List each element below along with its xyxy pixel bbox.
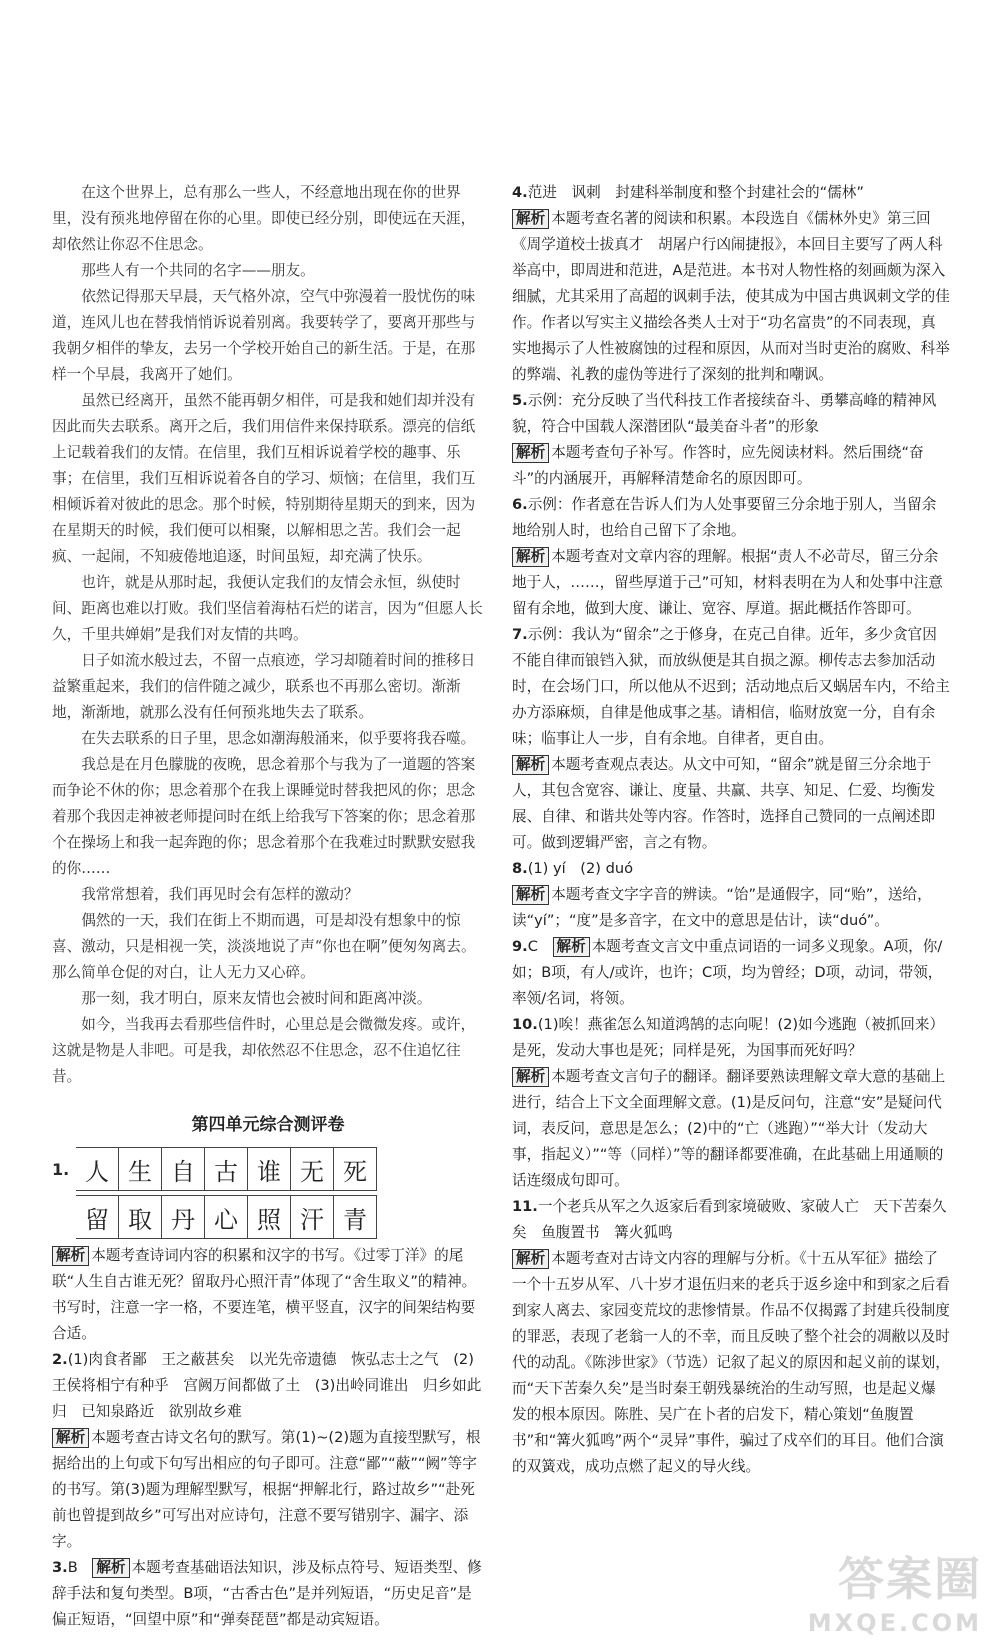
- answer-item: 11.一个老兵从军之久返家后看到家境破败、家破人亡 天下苦秦久矣 鱼腹置书 篝火狐鸣: [512, 1198, 947, 1241]
- analysis-tag: 解析: [512, 755, 549, 775]
- watermark-url: MXQE.COM: [807, 1609, 982, 1637]
- q1-grid: [52, 1147, 484, 1239]
- grid-cell: 留: [76, 1195, 119, 1239]
- answer-item: 2.(1)肉食者鄙 王之蔽甚矣 以光先帝遗德 恢弘志士之气 (2)王侯将相宁有种乎 宫阙万间都做了土 (3)出岭同谁出 归乡如此归 已知泉路近 欲别故乡难: [52, 1351, 482, 1420]
- analysis-tag: 解析: [553, 937, 590, 957]
- analysis-tag: 解析: [512, 1067, 549, 1087]
- grid-cell: 谁: [248, 1147, 291, 1191]
- essay-paragraph: 在失去联系的日子里，思念如潮海般涌来，似乎要将我吞噬。: [81, 730, 476, 747]
- essay-paragraph: 那一刻，我才明白，原来友情也会被时间和距离冲淡。: [81, 990, 432, 1007]
- essay-paragraph: 我总是在月色朦胧的夜晚，思念着那个与我为了一道题的答案而争论不休的你；思念着那个在我上课睡觉时替我把风的你；思念着那个我因走神被老师提问时在纸上给我写下答案的你；思念着那个在操场上和我一起奔跑的你；思念着那个在我难过时默默安慰我的你……: [52, 756, 476, 877]
- essay-passage: [52, 180, 484, 1090]
- analysis-tag: 解析: [512, 885, 549, 905]
- grid-cell: 死: [334, 1147, 377, 1191]
- grid-cell: 无: [291, 1147, 334, 1191]
- grid-row-1: [52, 1147, 484, 1191]
- analysis-tag: 解析: [92, 1558, 129, 1578]
- essay-paragraph: 日子如流水般过去，不留一点痕迹，学习却随着时间的推移日益繁重起来，我们的信件随之减少，联系也不再那么密切。渐渐地，渐渐地，就那么没有任何预兆地失去了联系。: [52, 652, 476, 721]
- grid-cell: 生: [119, 1147, 162, 1191]
- right-column: [512, 180, 950, 1480]
- grid-row-2: [52, 1195, 484, 1239]
- grid-cell: 心: [205, 1195, 248, 1239]
- essay-paragraph: 虽然已经离开，虽然不能再朝夕相伴，可是我和她们却并没有因此而失去联系。离开之后，我们用信件来保持联系。漂亮的信纸上记载着我们的友情。在信里，我们互相诉说着学校的趣事、乐事；在信里，我们互相诉说着各自的学习、烦恼；在信里，我们互相倾诉着对彼此的思念。那个时候，特别期待星期天的到来，因为在星期天的时候，我们便可以相聚，以解相思之苦。我们会一起疯、一起闹，不知疲倦地追逐，时间虽短，却充满了快乐。: [52, 392, 476, 565]
- grid-cell: 照: [248, 1195, 291, 1239]
- grid-cell: 取: [119, 1195, 162, 1239]
- answer-item: 4.范进 讽刺 封建科举制度和整个封建社会的“儒林”: [512, 184, 864, 201]
- answer-analysis: 解析 本题考查句子补写。作答时，应先阅读材料。然后围绕“奋斗”的内涵展开，再解释清楚命名的原因即可。: [512, 444, 924, 487]
- answer-item: 9.C 解析 本题考查文言文中重点词语的一词多义现象。A项，你/如；B项，有人/或许，也许；C项，均为曾经；D项，动词，带领，率领/名词，将领。: [512, 938, 943, 1007]
- question-number: 5.: [512, 392, 528, 409]
- analysis-tag: 解析: [52, 1246, 89, 1266]
- watermark-logo: [808, 1543, 982, 1637]
- question-number: 6.: [512, 496, 528, 513]
- essay-paragraph: 我常常想着，我们再见时会有怎样的激动？: [81, 886, 359, 903]
- question-number: 1.: [52, 1159, 70, 1179]
- answer-analysis: 解析 本题考查观点表达。从文中可知，“留余”就是留三分余地于人，其包含宽容、谦让、度量、共赢、共享、知足、仁爱、均衡发展、自律、和谐共处等内容。作答时，选择自己赞同的一点阐述即可。做到逻辑严密，言之有物。: [512, 756, 936, 851]
- answer-analysis: 解析 本题考查对古诗文内容的理解与分析。《十五从军征》描绘了一个十五岁从军、八十岁才退伍归来的老兵于返乡途中和到家之后看到家人离去、家园变荒坟的悲惨情景。作品不仅揭露了封建兵役制度的罪恶，表现了老翁一人的不幸，而且反映了整个社会的凋敝以及时代的动乱。《陈涉世家》（节选）记叙了起义的原因和起义前的谋划，而“天下苦秦久矣”是当时秦王朝残暴统治的生动写照，也是起义爆发的根本原因。陈胜、吴广在卜者的启发下，精心策划“鱼腹置书”和“篝火狐鸣”两个“灵异”事件，骗过了戍卒们的耳目。他们合演的双簧戏，成功点燃了起义的导火线。: [512, 1250, 950, 1475]
- essay-paragraph: 依然记得那天早晨，天气格外凉，空气中弥漫着一股忧伤的味道，连风儿也在替我悄悄诉说着别离。我要转学了，要离开那些与我朝夕相伴的挚友，去另一个学校开始自己的新生活。于是，在那样一个早晨，我离开了她们。: [52, 288, 476, 383]
- answer-item: 10.(1)唉！燕雀怎么知道鸿鹄的志向呢！(2)如今逃跑（被抓回来）是死，发动大事也是死；同样是死，为国事而死好吗？: [512, 1016, 945, 1059]
- grid-cell: 丹: [162, 1195, 205, 1239]
- answer-item: 3.B 解析 本题考查基础语法知识，涉及标点符号、短语类型、修辞手法和复句类型。B项，“古香古色”是并列短语，“历史足音”是偏正短语，“回望中原”和“弹奏琵琶”都是动宾短语。: [52, 1559, 482, 1628]
- section-title: 第四单元综合测评卷: [191, 1115, 345, 1135]
- question-number: 7.: [512, 626, 528, 643]
- question-number: 10.: [512, 1016, 538, 1033]
- analysis-tag: 解析: [512, 1249, 549, 1269]
- essay-paragraph: 那些人有一个共同的名字——朋友。: [81, 262, 315, 279]
- essay-paragraph: 在这个世界上，总有那么一些人，不经意地出现在你的世界里，没有预兆地停留在你的心里。即使已经分别，即使远在天涯，却依然让你忍不住思念。: [52, 184, 476, 253]
- answer-item: 6.示例：作者意在告诉人们为人处事要留三分余地于别人，当留余地给别人时，也给自己留下了余地。: [512, 496, 937, 539]
- question-number: 3.: [52, 1559, 68, 1576]
- essay-paragraph: 如今，当我再去看那些信件时，心里总是会微微发疼。或许，这就是物是人非吧。可是我，却依然忍不住思念，忍不住追忆往昔。: [52, 1016, 476, 1085]
- answer-item: 7.示例：我认为“留余”之于修身，在克己自律。近年，多少贪官因不能自律而锒铛入狱，而放纵便是其自损之源。柳传志去参加活动时，在会场门口，所以他从不迟到；活动地点后又蜗居车内，不给主办方添麻烦，自律是他成事之基。请相信，临财放宽一分，自有余味；临事让人一步，自有余地。自律者，更自由。: [512, 626, 950, 747]
- grid-cell: 青: [334, 1195, 377, 1239]
- analysis-tag: 解析: [52, 1428, 89, 1448]
- watermark-text: 答案圈: [838, 1552, 982, 1606]
- grid-cell: 汗: [291, 1195, 334, 1239]
- question-number: 11.: [512, 1198, 538, 1215]
- analysis-tag: 解析: [512, 443, 549, 463]
- grid-cell: 自: [162, 1147, 205, 1191]
- essay-paragraph: 偶然的一天，我们在街上不期而遇，可是却没有想象中的惊喜、激动，只是相视一笑，淡淡地说了声“你也在啊”便匆匆离去。那么简单仓促的对白，让人无力又心碎。: [52, 912, 476, 981]
- question-number: 4.: [512, 184, 528, 201]
- analysis-tag: 解析: [512, 209, 549, 229]
- left-column: [52, 180, 484, 1633]
- answer-analysis: 解析 本题考查文字字音的辨读。“饴”是通假字，同“贻”，送给，读“yí”；“度”是多音字，在文中的意思是估计，读“duó”。: [512, 886, 932, 929]
- answer-analysis: 解析 本题考查诗词内容的积累和汉字的书写。《过零丁洋》的尾联“人生自古谁无死？留取丹心照汗青”体现了“舍生取义”的精神。书写时，注意一字一格，不要连笔，横平竖直，汉字的间架结构要合适。: [52, 1247, 477, 1342]
- answer-analysis: 解析 本题考查对文章内容的理解。根据“责人不必苛尽，留三分余地于人，……，留些厚道于己”可知，材料表明在为人和处事中注意留有余地，做到大度、谦让、宽容、厚道。据此概括作答即可。: [512, 548, 943, 617]
- answer-analysis: 解析 本题考查古诗文名句的默写。第(1)~(2)题为直接型默写，根据给出的上句或下句写出相应的句子即可。注意“鄙”“蔽”“阙”等字的书写。第(3)题为理解型默写，根据“押解北行，路过故乡”“赴死前也曾提到故乡”可写出对应诗句，注意不要写错别字、漏字、添字。: [52, 1429, 481, 1550]
- answer-item: 8.(1) yí (2) duó: [512, 860, 634, 877]
- analysis-tag: 解析: [512, 547, 549, 567]
- question-number: 2.: [52, 1351, 68, 1368]
- essay-paragraph: 也许，就是从那时起，我便认定我们的友情会永恒，纵使时间、距离也难以打败。我们坚信着海枯石烂的诺言，因为“但愿人长久，千里共婵娟”是我们对友情的共鸣。: [52, 574, 483, 643]
- grid-cell: 人: [76, 1147, 119, 1191]
- answer-analysis: 解析 本题考查文言句子的翻译。翻译要熟读理解文章大意的基础上进行，结合上下文全面理解文意。(1)是反问句，注意“安”是疑问代词，表反问，意思是怎么；(2)中的“亡（逃跑）”“举大计（发动大事，指起义）”“等（同样）”等的翻译都要准确，在此基础上用通顺的话连缀成句即可。: [512, 1068, 946, 1189]
- question-number: 8.: [512, 860, 528, 877]
- answer-item: 5.示例：充分反映了当代科技工作者接续奋斗、勇攀高峰的精神风貌，符合中国载人深潜团队“最美奋斗者”的形象: [512, 392, 937, 435]
- question-number: 9.: [512, 938, 528, 955]
- answer-analysis: 解析 本题考查名著的阅读和积累。本段选自《儒林外史》第三回《周学道校士拔真才 胡屠户行凶闹捷报》，本回目主要写了两人科举高中，即周进和范进，A是范进。本书对人物性格的刻画颇为深入细腻，尤其采用了高超的讽刺手法，使其成为中国古典讽刺文学的佳作。作者以写实主义描绘各类人士对于“功名富贵”的不同表现，真实地揭示了人性被腐蚀的过程和原因，从而对当时吏治的腐败、科举的弊端、礼教的虚伪等进行了深刻的批判和嘲讽。: [512, 210, 950, 383]
- grid-cell: 古: [205, 1147, 248, 1191]
